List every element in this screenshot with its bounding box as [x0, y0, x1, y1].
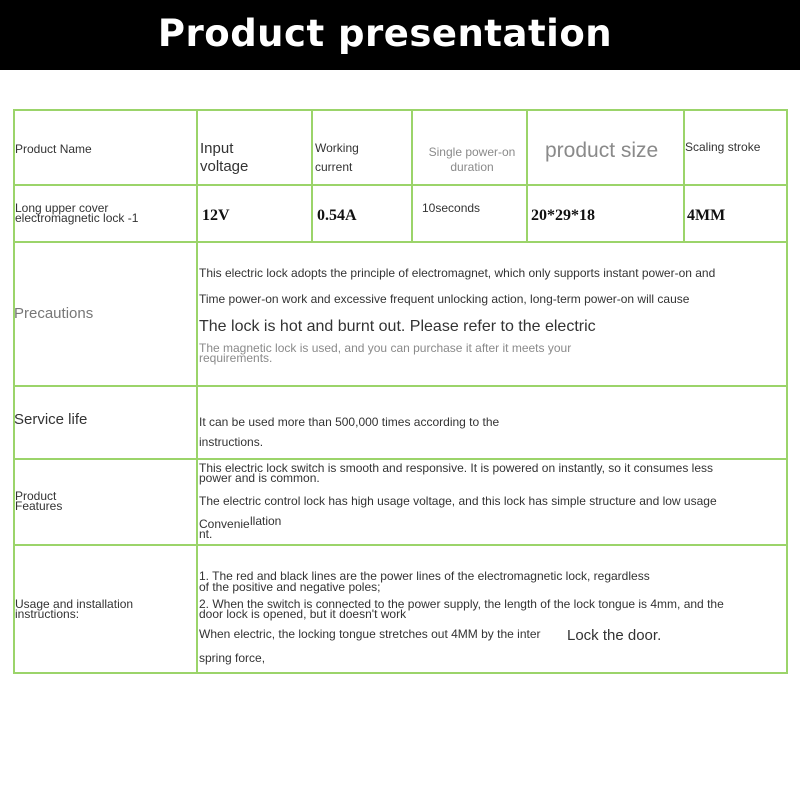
features-line: nt.	[199, 527, 213, 541]
grid-line	[13, 109, 788, 111]
usage-line: door lock is opened, but it doesn't work	[199, 607, 407, 621]
features-label: Product	[15, 489, 57, 503]
value-product-size: 20*29*18	[531, 207, 595, 224]
precautions-line: The magnetic lock is used, and you can purchase it after it meets your	[199, 341, 572, 355]
grid-line	[13, 458, 788, 460]
precautions-line: The lock is hot and burnt out. Please refer to the electric	[199, 318, 596, 335]
grid-line	[683, 109, 685, 242]
spec-table	[13, 109, 788, 674]
usage-line: 2. When the switch is connected to the power supply, the length of the lock tongue is 4mm, and the	[199, 597, 724, 611]
usage-line: spring force,	[199, 651, 266, 665]
grid-line	[13, 385, 788, 387]
header-scaling-stroke: Scaling stroke	[685, 140, 761, 154]
precautions-line: This electric lock adopts the principle of electromagnet, which only supports instant power-on and	[199, 266, 716, 280]
value-power-on-duration: 10seconds	[422, 201, 481, 215]
service-life-line: instructions.	[199, 435, 264, 449]
value-input-voltage: 12V	[202, 207, 230, 224]
grid-line	[786, 109, 788, 674]
grid-line	[411, 109, 413, 242]
grid-line	[196, 109, 198, 674]
value-product-name: Long upper cover electromagnetic lock -1	[15, 201, 139, 225]
header-power-on-duration: Single power-on duration	[428, 145, 516, 174]
features-line: llation	[250, 514, 282, 528]
features-line: Convenie	[199, 517, 250, 531]
page-title: Product presentation	[157, 11, 613, 55]
features-line: The electric control lock has high usage voltage, and this lock has simple structure and low usage	[199, 494, 717, 508]
grid-line	[13, 109, 15, 674]
precautions-label: Precautions	[14, 305, 94, 322]
service-life-label: Service life	[14, 411, 88, 428]
usage-line: 1. The red and black lines are the power lines of the electromagnetic lock, regardless	[199, 569, 650, 583]
grid-line	[526, 109, 528, 242]
features-line: power and is common.	[199, 471, 320, 485]
header-working-current: Working current	[315, 141, 359, 174]
usage-label: Usage and installation	[15, 597, 134, 611]
features-line: This electric lock switch is smooth and responsive. It is powered on instantly, so it consumes less	[199, 461, 713, 475]
value-scaling-stroke: 4MM	[687, 207, 726, 224]
header-product-size: product size	[545, 139, 659, 162]
grid-line	[13, 672, 788, 674]
title-banner	[0, 0, 800, 70]
grid-line	[13, 544, 788, 546]
value-working-current: 0.54A	[317, 207, 357, 224]
header-input-voltage: Input voltage	[200, 140, 249, 175]
usage-line: Lock the door.	[567, 627, 662, 644]
features-label: Features	[15, 499, 63, 513]
grid-line	[13, 241, 788, 243]
usage-line: When electric, the locking tongue stretches out 4MM by the inter	[199, 627, 541, 641]
usage-line: of the positive and negative poles;	[199, 580, 381, 594]
precautions-line: Time power-on work and excessive frequent unlocking action, long-term power-on will cause	[199, 292, 690, 306]
grid-line	[311, 109, 313, 242]
service-life-line: It can be used more than 500,000 times according to the	[199, 415, 500, 429]
precautions-line: requirements.	[199, 351, 273, 365]
grid-line	[13, 184, 788, 186]
usage-label: instructions:	[15, 607, 80, 621]
header-product-name: Product Name	[15, 142, 92, 156]
